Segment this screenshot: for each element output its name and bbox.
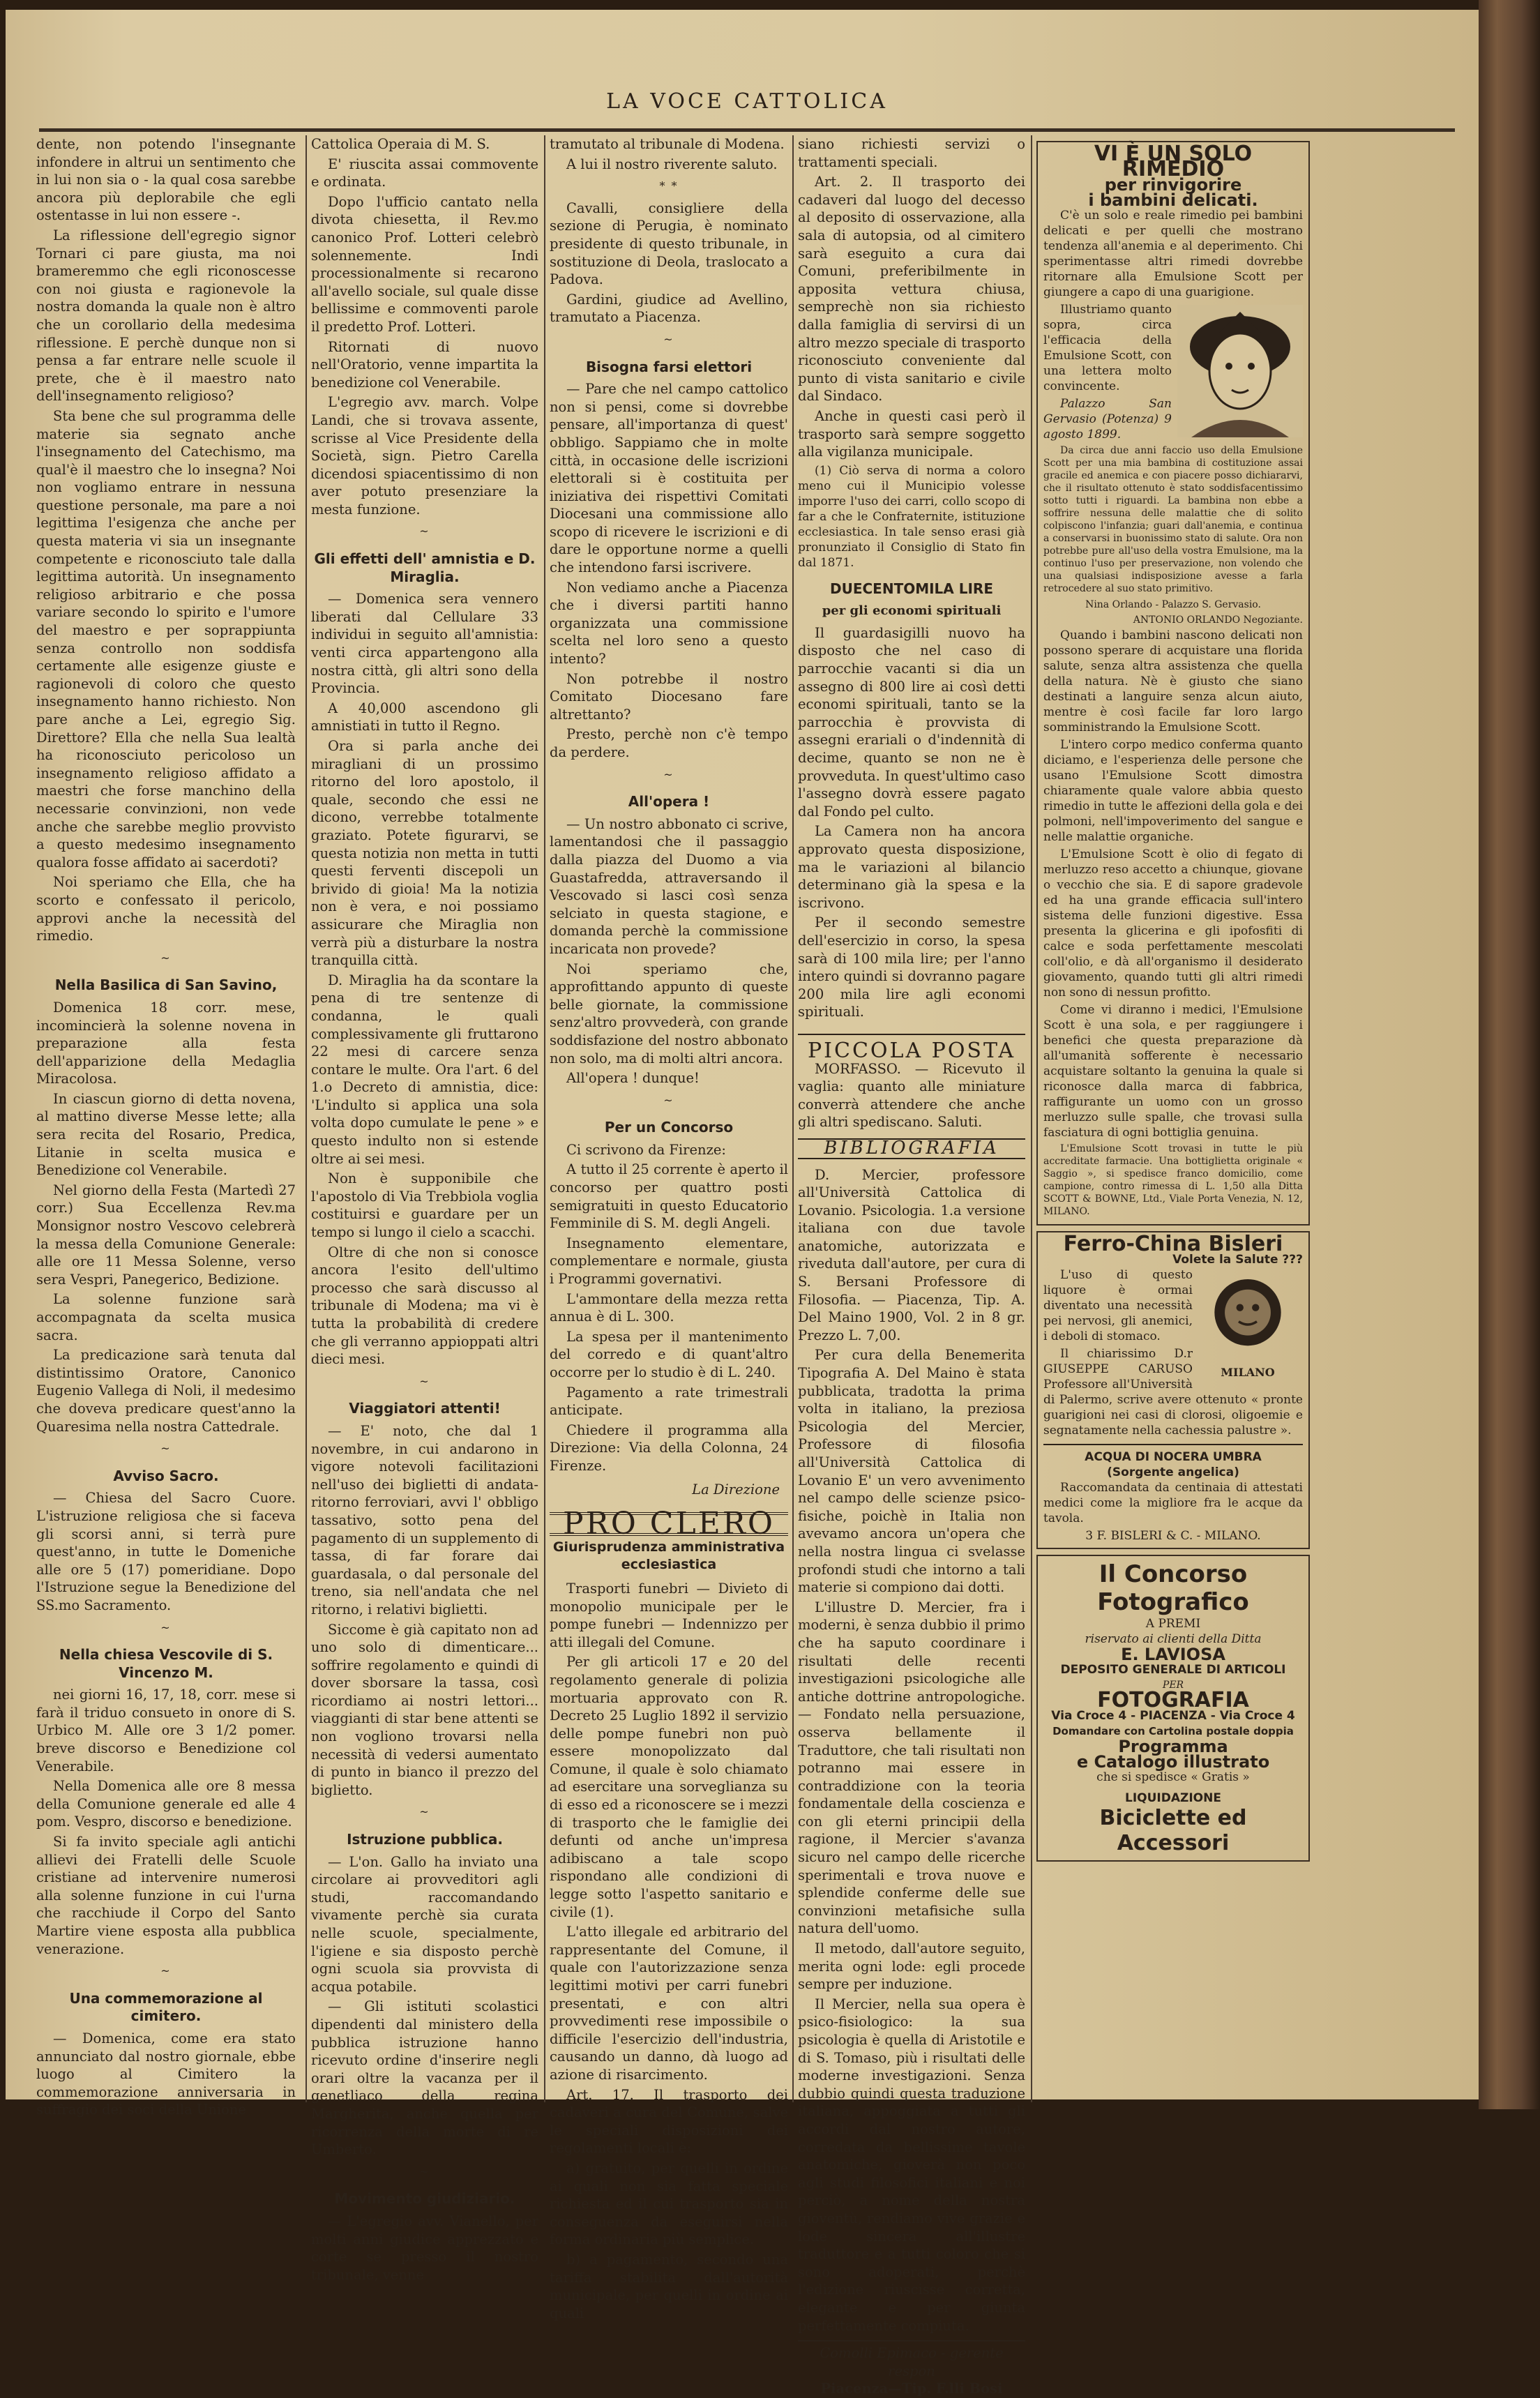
paragraph: Per il secondo semestre dell'esercizio in corso, la spesa sarà di 100 mila lire; per l'anno intero quindi si dovranno pagare 200 mila lire agli economi spirituali. [798, 914, 1025, 1020]
paragraph: Cavalli, consigliere della sezione di Perugia, è nominato presidente di questo tribunale, in sostituzione di Deola, traslocato a Padova. [550, 199, 788, 288]
paragraph: — Domenica, come era stato annunciato dal nostro giornale, ebbe luogo al Cimitero la commemorazione anniversaria in suffragio dei soci della Unione [36, 2030, 296, 2118]
paragraph: La Camera non ha ancora approvato questa disposizione, ma le variazioni al bilancio determinano già la spesa e la iscrivono. [798, 823, 1025, 911]
section-subtitle: Giurisprudenza amministrativa ecclesiastica [552, 1539, 785, 1573]
article-heading: Gli effetti dell' amnistia e D. Miraglia. [314, 550, 536, 585]
paragraph: Raccomandata da centinaia di attestati medici come la migliore fra le acque da tavola. [1043, 1481, 1303, 1525]
ornament-icon: ~ [419, 1374, 430, 1388]
paragraph: L'Emulsione Scott trovasi in tutte le più accreditate farmacie. Una bottiglietta originale « Saggio », si spedisce franco domicilio, come campione, contro rimessa di L. 1,50 alla Ditta SCOTT & BOWNE, Ltd., Viale Porta Venezia, N. 12, MILANO. [1043, 1143, 1303, 1217]
ad-line: riservato ai clienti della Ditta [1085, 1632, 1262, 1646]
paragraph: L'ammontare della mezza retta annua è di L. 300. [550, 1290, 788, 1325]
ornament-icon: ~ [419, 525, 430, 538]
paragraph: La predicazione sarà tenuta dal distintissimo Oratore, Canonico Eugenio Vallega di Noli, il medesimo che doveva predicare quest'anno la Quaresima nella nostra Cattedrale. [36, 1347, 296, 1435]
printer: Piacenza—Tip. F.lli Bosi [820, 2381, 1003, 2397]
paragraph: Il guardasigilli nuovo ha disposto che nel caso di parrocchie vacanti si dia un assegno di 800 lire ai così detti economi spirituali, tanto se la parrocchia è provvista di assegni erariali o d'indennità di decime, quanto se non ne è provveduta. In quest'ultimo caso l'assegno dovrà essere pagato dal Fondo pel culto. [798, 624, 1025, 820]
paragraph: dente, non potendo l'insegnante infondere in altrui un sentimento che in lui non sia o - la qual cosa sarebbe ancora più deplorabile che egli ostentasse in lui non essere -. [36, 136, 296, 224]
paragraph: Il metodo, dall'autore seguito, merita ogni lode: egli procede sempre per induzione. [798, 1940, 1025, 1993]
ad-title: VI È UN SOLO RIMEDIO [1094, 142, 1253, 181]
signature: ANTONIO ORLANDO Negoziante. [1133, 614, 1303, 626]
paragraph: Chiedere il programma alla Direzione: Via della Colonna, 24 Firenze. [550, 1422, 788, 1474]
paragraph: Illustriamo quanto sopra, circa l'efficacia della Emulsione Scott, con una lettera molto convincente. [1043, 303, 1172, 393]
paragraph: Quando i bambini nascono delicati non possono sperare di acquistare una florida salute, senza altra assistenza che quella della natura. Nè è giusto che siano destinati a languire senza alcun aiuto, mentre è così facile far loro largo somministrando la Emulsione Scott. [1043, 628, 1303, 734]
article-heading: Nella Basilica di San Savino, [54, 976, 278, 994]
ad-line: E. LAVIOSA [1121, 1645, 1225, 1664]
paragraph: A 40,000 ascendono gli amnistiati in tutto il Regno. [311, 700, 538, 734]
paragraph: Noi speriamo che, approfittando appunto di queste belle giornate, la commissione senz'altro provvederà, con grande soddisfazione del nostro abbonato non solo, ma di molti altri ancora. [550, 960, 788, 1066]
book-spine [1479, 0, 1540, 2109]
ornament-icon: ~ [160, 1442, 172, 1456]
paragraph: Per gli articoli 17 e 20 del regolamento generale di polizia mortuaria approvato con R. Decreto 25 Luglio 1892 il servizio delle pompe funebri non può essere monopolizzato dal Comune, il quale è solo chiamato ad esercitare una sorveglianza su di esso ed a riconoscere se i mezzi di trasporto che le famiglie dei defunti od anche un'impresa adibiscano a tale scopo rispondano alle condizioni di legge sotto l'aspetto sanitario e civile (1). [550, 1654, 788, 1920]
image-caption: Nina Orlando - Palazzo S. Gervasio. [1085, 599, 1261, 610]
column-5-ads [1036, 135, 1310, 2088]
signature: La Direzione [692, 1481, 780, 1498]
article-heading: Per un Concorso [604, 1119, 734, 1136]
article-subheading: per gli economi spirituali [822, 603, 1002, 619]
paragraph: D. Mercier, professore all'Università Cattolica di Lovanio. Psicologia. 1.a versione italiana con due tavole anatomiche, autorizzata e riveduta dall'autore, per cura di S. Bersani Professore di Filosofia. — Piacenza, Tip. A. Del Maino 1900, Vol. 2 in 8 gr. Prezzo L. 7,00. [798, 1166, 1025, 1343]
ad-line: FOTOGRAFIA [1097, 1688, 1249, 1712]
paragraph: — Un nostro abbonato ci scrive, lamentandosi che il passaggio dalla piazza del Duomo a via Guastafredda, attraversando il Vescovado si lasci così senza selciato in questa stagione, e domanda perchè la commissione incaricata non provede? [550, 815, 788, 957]
ad-subtitle: Volete la Salute ??? [1172, 1253, 1303, 1267]
masthead: LA VOCE CATTOLICA [606, 89, 888, 114]
paragraph: Gardini, giudice ad Avellino, tramutato a Piacenza. [550, 291, 788, 326]
column-2 [311, 135, 538, 2283]
ad-emulsione-scott [1036, 141, 1310, 1226]
ad-line: che si spedisce « Gratis » [1096, 1770, 1250, 1784]
gerente: Comolli Epimaco - gerente respon [820, 2345, 1004, 2379]
ad-title: Il Concorso Fotografico [1097, 1560, 1249, 1616]
paragraph: D. Miraglia ha da scontare la pena di tre sentenze di condanna, le quali complessivamente gli fruttarono 22 mesi di carcere senza contare le multe. Ora l'art. 6 del 1.o Decreto di amnistia, dice: 'L'indulto si applica una sola volta dopo cumulate le pene » e questo indulto non si estende oltre ai sei mesi. [311, 972, 538, 1167]
section-title: BIBLIOGRAFIA [798, 1138, 1025, 1159]
paragraph: L'illustre D. Mercier, fra i moderni, è senza dubbio il primo che ha saputo coordinare i risultati delle recenti investigazioni psicologiche alle antiche dottrine antropologiche. — Fondato nella persuazione, osserva bellamente il Traduttore, che tali risultati non potranno mai essere in contraddizione con la teoria fondamentale della coscienza e con gli eterni principii della ragione, il Mercier s'avanza sicuro nel campo delle ricerche sperimentali e trova nuove e splendide conferme delle sue convinzioni metafisiche sulla natura dell'uomo. [798, 1599, 1025, 1937]
ad-subtitle: (Sorgente angelica) [1107, 1465, 1239, 1479]
ornament-icon: ~ [663, 332, 674, 346]
paragraph: Cattolica Operaia di M. S. [311, 136, 490, 152]
article-heading: Una commemorazione al cimitero. [69, 1989, 263, 2025]
ornament-icon: ~ [663, 767, 674, 781]
article-heading: Avviso Sacro. [113, 1467, 219, 1484]
article-heading: All'opera ! [628, 793, 710, 810]
ornament-icon: ~ [419, 2164, 430, 2178]
masthead-bar [39, 86, 1455, 132]
ad-line: A PREMI [1145, 1617, 1201, 1631]
article-heading: DUECENTOMILA LIRE [829, 580, 993, 597]
article-heading: Nella chiesa Vescovile di S. Vincenzo M. [59, 1646, 273, 1681]
paragraph: b) a pagamento, secondo una tariffa stabilita dall'autorità municipale, per quelli in ordine ai quali [550, 2251, 788, 2321]
paragraph: Da circa due anni faccio uso della Emulsione Scott per una mia bambina di costituzione assai gracile ed anemica e con piacere posso dichiararvi, che il risultato ottenuto è stato soddisfacentissimo sotto tutti i riguardi. La bambina non ebbe a soffrire nessuna delle malattie che di solito colpiscono l'infanzia; guari dall'anemia, e continua a conservarsi in buonissimo stato di salute. Ora non potrebbe pure all'uso della vostra Emulsione, ma la continuo l'uso per preservazione, non volendo che una qualsiasi indisposizione avesse a farla retrocedere al suo stato primitivo. [1043, 445, 1303, 594]
ad-line: Domandare con Cartolina postale doppia [1052, 1725, 1294, 1737]
paragraph: Il chiarissimo D.r GIUSEPPE CARUSO Professore all'Università di Palermo, scrive avere ottenuto « pronte guarigioni nei casi di clorosi, oligoemie e segnatamente nella cachessia palustre ». [1043, 1347, 1303, 1438]
paragraph: La solenne funzione sarà accompagnata da scelta musica sacra. [36, 1291, 296, 1343]
bisleri-badge [1195, 1270, 1300, 1379]
article-heading: Viaggiatori attenti! [349, 1400, 501, 1417]
paragraph: Anche in questi casi però il trasporto sarà sempre soggetto alla vigilanza municipale. [798, 407, 1025, 460]
article-heading: Movimento giudiziario. [334, 2190, 515, 2208]
paragraph: Siccome è già capitato non ad uno solo di dimenticare... soffrire regolamento e quindi di dover sborsare la tassa, così ricordiamo ai nostri lettori... viaggianti di star bene attenti se non vogliono trovarsi nella necessità di vedersi aumentato di punto in bianco il prezzo del biglietto. [311, 1621, 538, 1798]
ornament-icon: ~ [160, 951, 172, 965]
paragraph: — Domenica sera vennero liberati dal Cellulare 33 individui in seguito all'amnistia: venti circa appartengono alla nostra città, gli altri sono della Provincia. [311, 591, 538, 697]
column-rule [792, 135, 794, 2102]
paragraph: — Gli istituti scolastici dipendenti dal ministero della pubblica istruzione hanno ricevuto ordine d'inserire negli orari oltre la vacanza per il genetliaco della regina Margherita, anche quella per ricorrenza della morte di re Umberto. [311, 1998, 538, 2158]
ad-line: Biciclette ed Accessori [1099, 1806, 1247, 1855]
paragraph: — L'on. Gallo ha inviato una circolare ai provveditori agli studi, raccomandando vivamente perchè sia curata nelle scuole, specialmente, l'igiene e sia disposto perchè ogni scuola sia provvista di acqua potabile. [311, 1853, 538, 1995]
paragraph: La spesa per il mantenimento del corredo e di quant'altro occorre per lo studio è di L. 240. [550, 1328, 788, 1380]
paragraph: Per cura della Benemerita Tipografia A. Del Maino è stata pubblicata, tradotta la prima volta in italiano, la preziosa Psicologia del Mercier, Professore di filosofia all'Università Cattolica di Lovanio E' un vero avvenimento nel campo delle scienze psico-fisiche, poichè in Italia non avevamo ancora un'opera che nella nostra lingua ci svelasse profondi studi che intorno a tali materie si compiono dai dotti. [798, 1347, 1025, 1596]
paragraph: a) gratuito, per quelli in ordine ai quali non sia fatta speciale richiesta ed il cui trasporto sia in conseguenza da eseguirsi nella forma ordinaria più semplice. [550, 2159, 788, 2248]
ornament-icon: ~ [160, 1964, 172, 1978]
paragraph: (1) Ciò serva di norma a coloro meno cui il Municipio volesse imporre l'uso dei carri, collo scopo di far a che le Confraternite, istituzione ecclesiastica. In tale senso erasi già pronunziato il Consiglio di Stato fin dal 1871. [798, 463, 1025, 570]
ad-line: Via Croce 4 - PIACENZA - Via Croce 4 [1051, 1709, 1295, 1723]
paragraph: Art. 2. Il trasporto dei cadaveri dal luogo del decesso al deposito di osservazione, alla sala di autopsia, od al cimitero sarà eseguito a cura dai Comuni, preferibilmente in apposita vettura chiusa, semprechè non sia richiesto dalla famiglia di servirsi di un altro mezzo speciale di trasporto riconosciuto conveniente dal punto di vista sanitario e civile dal Sindaco. [798, 174, 1025, 405]
paragraph: siano richiesti servizi o trattamenti speciali. [798, 136, 1025, 170]
article-heading: Istruzione pubblica. [347, 1831, 503, 1848]
paragraph: Dopo l'ufficio cantato nella divota chiesetta, il Rev.mo canonico Prof. Lotteri celebrò solennemente. Indi processionalmente si recarono all'avello sociale, sul quale disse bellissime e commoventi parole il predetto Prof. Lotteri. [311, 193, 538, 335]
ad-subtitle: per rinvigorire [1104, 175, 1242, 195]
paragraph: Non vediamo anche a Piacenza che i diversi partiti hanno organizzata una commissione scelta nel loro seno a questo intento? [550, 579, 788, 668]
paragraph: Pagamento a rate trimestrali anticipate. [550, 1384, 788, 1419]
paragraph: — Chiesa del Sacro Cuore. L'istruzione religiosa che si faceva gli scorsi anni, si terrà pure quest'anno, in tutte le Domeniche alle ore 5 (17) pomeridiane. Dopo l'Istruzione segue la Benedizione del SS.mo Sacramento. [36, 1490, 296, 1613]
paragraph: All'opera ! dunque! [566, 1070, 700, 1087]
column-4 [798, 135, 1025, 2397]
paragraph: L'uso di questo liquore è ormai diventato una necessità pei nervosi, gli anemici, i deboli di stomaco. [1043, 1268, 1193, 1343]
paragraph: Palazzo San Gervasio (Potenza) 9 agosto 1899. [1043, 397, 1172, 442]
badge-label: MILANO [1221, 1366, 1275, 1379]
paragraph: Nella Domenica alle ore 8 messa della Comunione generale ed alle 4 pom. Vespro, discorso e benedizione. [36, 1778, 296, 1830]
paragraph: Come vi diranno i medici, l'Emulsione Scott è una sola, e per raggiungere i benefici che questa preparazione dà all'umanità sofferente è necessario acquistare soltanto la genuina la quale si riconosce dalla marca di fabbrica, raffigurante un uomo con un grosso merluzzo sulle spalle, che trovasi sulla fasciatura di ogni bottiglia genuina. [1043, 1003, 1303, 1140]
paragraph: Ora si parla anche dei miragliani di un prossimo ritorno del loro apostolo, il quale, secondo che essi ne dicono, verrebbe totalmente graziato. Potete figurarvi, se questa notizia non metta in tutti questi ferventi discepoli un brivido di gioia! Ma la notizia non è vera, e noi possiamo assicurare che Miraglia non verrà più a disturbare la nostra tranquilla città. [311, 738, 538, 969]
newspaper-page [6, 10, 1479, 2397]
footer [798, 2340, 1025, 2398]
paragraph: Art. 17. Il trasporto dei cadaveri a cura del Comune, salve le speciali disposizioni dei regolamenti locali è: [550, 2086, 788, 2157]
paragraph: C'è un solo e reale rimedio pei bambini delicati e per quelli che mostrano tendenza all'anemia e al deperimento. Chi sperimentasse altri rimedi dovrebbe ritornare alla Emulsione Scott per giungere a capo di una guarigione. [1043, 209, 1303, 299]
ornament-icon: ~ [160, 1620, 172, 1634]
paragraph: Trasporti funebri — Divieto di monopolio municipale per le pompe funebri — Indennizzo per atti illegali del Comune. [550, 1580, 788, 1650]
paragraph: — L'egregio avv. Vianello, per molti anni giudice apprezzato e corte se presso il nostro tribunale, venne [311, 2212, 538, 2283]
paragraph: Presto, perchè non c'è tempo da perdere. [550, 726, 788, 760]
column-rule [305, 135, 307, 2102]
paragraph: Si fa invito speciale agli antichi allievi dei Fratelli delle Scuole cristiane ad intervenire numerosi alla solenne funzione in cui l'urna che racchiude il Corpo del Santo Martire viene esposta alla pubblica venerazione. [36, 1834, 296, 1957]
paragraph: L'egregio avv. march. Volpe Landi, che si trovava assente, scrisse al Vice Presidente della Società, sign. Pietro Carella dicendosi spiacentissimo di non aver potuto presenziare la mesta funzione. [311, 394, 538, 518]
paragraph: nei giorni 16, 17, 18, corr. mese si farà il triduo consueto in onore di S. Urbico M. Alle ore 3 1/2 pomer. breve discorso e Benedizione col Venerabile. [36, 1687, 296, 1774]
ad-title: Ferro-China Bisleri [1063, 1232, 1283, 1256]
paragraph: L'Emulsione Scott è olio di fegato di merluzzo reso accetto a chiunque, giovane o vecchio che sia. E di sapore gradevole ed ha una grande efficacia sull'intero sistema delle funzioni digestive. Essa presenta la glicerina e gli ipofosfiti di calce e soda perfettamente mescolati coll'olio, e dà all'organismo il desiderato giovamento, quando tutti gli altri rimedi non sono di nessun profitto. [1043, 847, 1303, 1000]
paragraph: Il Mercier, nella sua opera è psico-fisiologico: la sua psicologia è quella di Aristotile e di S. Tomaso, più i risultati delle moderne investigazioni. Senza dubbio quindi questa traduzione italiana, appoggiata a tutti gli accordi dal nostro autore, corredata da bellissime tavole anatomiche, gioverà non poco agli studi filosofici italiani e noi perciò, a nome della nostra gioventù, rendiamo vive grazie e lode sincera all'illustre traduttore e a tutti coloro che si sono adoperati, perchè l'edizione riuscisse corretta, elegante e per giunta perfettamente compiuta. [798, 1996, 1025, 2334]
column-rule [544, 135, 545, 2102]
ad-line: LIQUIDAZIONE [1125, 1791, 1221, 1805]
ad-line: PER [1162, 1680, 1184, 1691]
paragraph: E' riuscita assai commovente e ordinata. [311, 156, 538, 190]
paragraph: Non potrebbe il nostro Comitato Diocesano fare altrettanto? [550, 670, 788, 723]
article-heading: Bisogna farsi elettori [585, 358, 753, 375]
paragraph: Ritornati di nuovo nell'Oratorio, venne impartita la benedizione col Venerabile. [311, 338, 538, 391]
paragraph: A lui il nostro riverente saluto. [566, 156, 778, 172]
ad-line: Programma [1118, 1737, 1228, 1756]
ad-concorso-fotografico [1036, 1555, 1310, 1862]
lion-emblem-icon [1195, 1270, 1300, 1361]
paragraph: Nel giorno della Festa (Martedì 27 corr.) Sua Eccellenza Rev.ma Monsignor nostro Vescovo celebrerà la messa della Comunione Generale: alle ore 11 Messa Solenne, verso sera Vespri, Panegerico, Bedizione. [36, 1182, 296, 1288]
paragraph: Domenica 18 corr. mese, incomincierà la solenne novena in preparazione alla festa dell'apparizione della Medaglia Miracolosa. [36, 999, 296, 1087]
paragraph: Sta bene che sul programma delle materie sia segnato anche l'insegnamento del Catechismo, ma qual'è il maestro che lo insegna? Noi non vogliamo entrare in nessuna questione personale, ma pare a noi legittima l'esigenza che anche per questa materia vi sia un insegnante competente e riconosciuto tale dalla legittima autorità. Un insegnamento religioso arbitrario e che possa variare secondo lo spirito e l'umore del maestro e per soprappiunta senza controllo non soddisfa certamente alle esigenze giuste e ragionevoli di coloro che questo insegnamento hanno richiesto. Non pare anche a Lei, egregio Sig. Direttore? Ella che nella Sua lealtà ha riconosciuto pericoloso un insegnamento religioso affidato a maestri che forse manchino della necessarie convinzioni, non vede anche che sarebbe meglio provvisto a questo medesimo insegnamento qualora fosse affidato ai sacerdoti? [36, 407, 296, 870]
paragraph: Noi speriamo che Ella, che ha scorto e confessato il pericolo, approvi anche la necessità del rimedio. [36, 874, 296, 944]
paragraph: L'atto illegale ed arbitrario del rappresentante del Comune, il quale con l'autorizzazione senza legittimi motivi per carri funebri presentati, e con altri provvedimenti rese impossibile o difficile l'esercizio dell'industria, causando un danno, dà luogo ad azione di risarcimento. [550, 1924, 788, 2083]
section-title: PRO CLERO [550, 1512, 788, 1536]
portrait-illustration-icon [1177, 305, 1303, 437]
ad-title: ACQUA DI NOCERA UMBRA [1085, 1450, 1262, 1464]
paragraph: La riflessione dell'egregio signor Tornari ci pare giusta, ma noi brameremmo che egli riconoscesse con noi giusta e ragionevole la nostra domanda la quale non è altro che un corollario della medesima riflessione. E perchè dunque non si pensa a far entrare nelle scuole il prete, che è il maestro nato dell'insegnamento religioso? [36, 227, 296, 405]
paragraph: Insegnamento elementare, complementare e normale, giusta i Programmi governativi. [550, 1235, 788, 1288]
ad-subtitle: i bambini delicati. [1088, 190, 1258, 210]
paragraph: A tutto il 25 corrente è aperto il concorso per quattro posti semigratuiti in questo Educatorio Femminile di S. M. degli Angeli. [550, 1161, 788, 1232]
section-title: PICCOLA POSTA [798, 1034, 1025, 1060]
ad-nocera [1043, 1444, 1303, 1544]
paragraph: L'intero corpo medico conferma quanto diciamo, e l'esperienza delle persone che usano l'Emulsione Scott dimostra chiaramente quale valore abbia questo rimedio in tutte le affezioni della gola e dei polmoni, nell'impoverimento del sangue e nelle malattie organiche. [1043, 738, 1303, 844]
column-3 [550, 135, 788, 2321]
ornament-icon: ~ [663, 1093, 674, 1107]
ad-ferro-china-bisleri [1036, 1231, 1310, 1549]
paragraph: — E' noto, che dal 1 novembre, in cui andarono in vigore notevoli facilitazioni nell'uso dei biglietti di andata-ritorno ferroviari, avvi l' obbligo tassativo, sotto pena del pagamento di un supplemento di tassa, di far forare dai guardasala, o dal personale del treno, sia nell'andata che nel ritorno, i relativi biglietti. [311, 1422, 538, 1617]
column-1 [36, 135, 296, 2118]
ad-footer: 3 F. BISLERI & C. - MILANO. [1085, 1529, 1261, 1543]
paragraph: Oltre di che non si conosce ancora l'esito dell'ultimo processo che sarà discusso al tribunale di Modena; ma vi è tutta la probabilità di credere che gli verranno appioppati altri dieci mesi. [311, 1244, 538, 1368]
ad-line: e Catalogo illustrato [1076, 1752, 1270, 1772]
ad-line: DEPOSITO GENERALE DI ARTICOLI [1060, 1663, 1286, 1677]
column-rule [1031, 135, 1032, 2102]
paragraph: — Pare che nel campo cattolico non si pensi, come si dovrebbe pensare, all'importanza di quest' obbligo. Sappiamo che in molte città, in occasione delle iscrizioni elettorali si è costituita per iniziativa dei rispettivi Comitati Diocesani una commissione allo scopo di ricevere le iscrizioni e di dare le opportune norme a quelli che intendono farsi iscrivere. [550, 381, 788, 576]
paragraph: In ciascun giorno di detta novena, al mattino diverse Messe lette; alla sera recita del Rosario, Predica, Litanie in scelta musica e Benedizione col Venerabile. [36, 1090, 296, 1179]
ornament-icon: * * [659, 179, 679, 193]
paragraph: tramutato al tribunale di Modena. [550, 136, 785, 152]
paragraph: Ci scrivono da Firenze: [566, 1141, 726, 1158]
paragraph: MORFASSO. — Ricevuto il vaglia: quanto alle miniature converrà attendere che anche gli altri spediscano. Saluti. [798, 1060, 1025, 1131]
ornament-icon: ~ [419, 1805, 430, 1819]
paragraph: Non è supponibile che l'apostolo di Via Trebbiola voglia costituirsi e guardare per un tempo si lungo il cielo a scacchi. [311, 1170, 538, 1241]
